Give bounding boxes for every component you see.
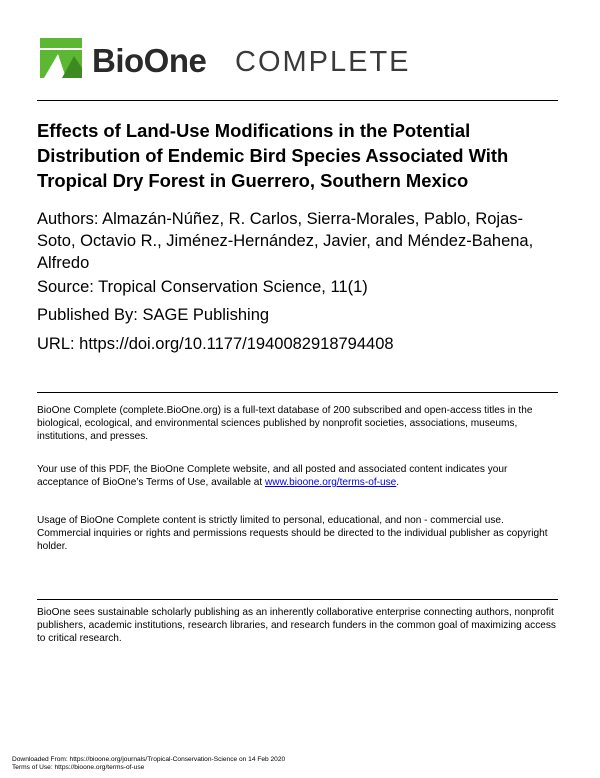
mission-divider: [37, 599, 558, 600]
article-url: URL: https://doi.org/10.1177/1940082918794408: [37, 335, 394, 353]
usage-notice: Usage of BioOne Complete content is strictly limited to personal, educational, and non - commercial use. Commercial inquiries or rights and permissions requests should be directed to the individual publisher as copyright holder.: [37, 515, 548, 552]
article-title: Effects of Land-Use Modifications in the Potential Distribution of Endemic Bird Species Associated With Tropical Dry Forest in Guerrero, Southern Mexico: [37, 120, 509, 191]
article-authors: Authors: Almazán-Núñez, R. Carlos, Sierra-Morales, Pablo, Rojas-Soto, Octavio R., Jiménez-Hernández, Javier, and Méndez-Bahena, Alfredo: [37, 210, 534, 272]
meta-divider: [37, 392, 558, 393]
mission-statement: BioOne sees sustainable scholarly publishing as an inherently collaborative enterprise connecting authors, nonprofit publishers, academic institutions, research libraries, and research funders in the common goal of maximizing access to critical research.: [37, 607, 556, 644]
header-divider: [37, 100, 558, 101]
terms-notice-text: Your use of this PDF, the BioOne Complete website, and all posted and associated content indicates your acceptance of BioOne’s Terms of Use, available at: [37, 464, 508, 488]
footer-terms: Terms of Use: https://bioone.org/terms-of-use: [12, 764, 145, 771]
terms-notice: [37, 463, 557, 489]
article-publisher: Published By: SAGE Publishing: [37, 306, 270, 324]
logo-complete-text: COMPLETE: [235, 46, 411, 78]
about-notice: BioOne Complete (complete.BioOne.org) is a full-text database of 200 subscribed and open-access titles in the biological, ecological, and environmental sciences published by nonprofit societies, associations, museums, institutions, and presses.: [37, 405, 533, 442]
terms-notice-suffix: .: [396, 477, 400, 488]
terms-of-use-link[interactable]: www.bioone.org/terms-of-use: [264, 477, 397, 488]
logo-bioone-text: BioOne: [92, 42, 207, 79]
bioone-leaf-icon: [40, 38, 84, 80]
article-source: Source: Tropical Conservation Science, 11(1): [37, 278, 368, 296]
download-info: Downloaded From: https://bioone.org/journals/Tropical-Conservation-Science on 14 Feb 2020: [12, 756, 286, 763]
